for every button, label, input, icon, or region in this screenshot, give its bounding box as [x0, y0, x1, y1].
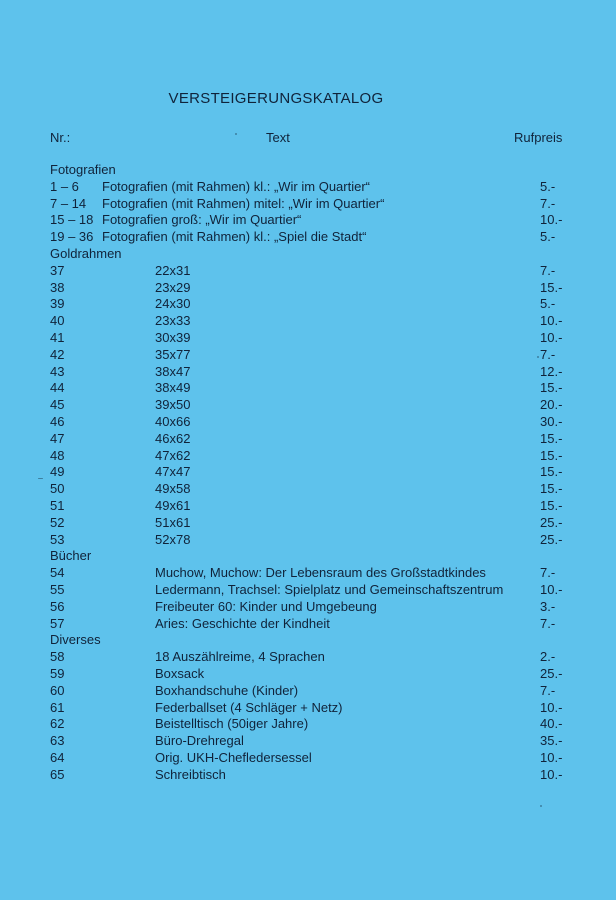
lot-description: Beistelltisch (50iger Jahre): [155, 716, 309, 732]
lot-price: 10.-: [540, 329, 563, 345]
lot-description: 38x49: [155, 380, 191, 396]
section-heading: [0, 162, 616, 179]
lot-number: 42: [50, 346, 65, 362]
lot-number: 57: [50, 615, 65, 631]
lot-number: 62: [50, 716, 65, 732]
lot-number: 55: [50, 581, 65, 597]
catalog-row: [0, 448, 616, 465]
lot-price: 10.-: [540, 699, 563, 715]
catalog-row: [0, 380, 616, 397]
lot-number: 47: [50, 430, 65, 446]
section-heading: [0, 246, 616, 263]
lot-price: 10.-: [540, 212, 563, 228]
paper-speck: [235, 133, 237, 135]
catalog-row: [0, 498, 616, 515]
lot-description: Federballset (4 Schläger + Netz): [155, 699, 343, 715]
lot-description: Ledermann, Trachsel: Spielplatz und Gemeinschaftszentrum: [155, 581, 504, 597]
lot-description: Boxsack: [155, 665, 205, 681]
lot-price: 40.-: [540, 716, 563, 732]
column-header-text: Text: [266, 130, 290, 145]
lot-description: Muchow, Muchow: Der Lebensraum des Großstadtkindes: [155, 565, 486, 581]
catalog-row: [0, 212, 616, 229]
catalog-row: [0, 431, 616, 448]
catalog-row: [0, 582, 616, 599]
column-header-nr: Nr.:: [50, 130, 71, 145]
catalog-row: [0, 733, 616, 750]
lot-number: 49: [50, 464, 65, 480]
catalog-list: [0, 162, 616, 783]
lot-number: 44: [50, 380, 65, 396]
section-heading: [0, 632, 616, 649]
catalog-row: [0, 515, 616, 532]
lot-number: 53: [50, 531, 65, 547]
lot-price: 25.-: [540, 514, 563, 530]
lot-description: 39x50: [155, 397, 191, 413]
catalog-row: [0, 532, 616, 549]
lot-description: Freibeuter 60: Kinder und Umgebeung: [155, 598, 377, 614]
section-heading: [0, 548, 616, 565]
lot-description: Fotografien (mit Rahmen) mitel: „Wir im Quartier“: [102, 195, 385, 211]
lot-description: Fotografien (mit Rahmen) kl.: „Wir im Quartier“: [102, 178, 370, 194]
lot-price: 10.-: [540, 766, 563, 782]
lot-price: 35.-: [540, 733, 563, 749]
paper-speck: [38, 478, 43, 479]
lot-description: 46x62: [155, 430, 191, 446]
paper-speck: [540, 805, 542, 807]
paper-speck: [537, 356, 539, 358]
lot-price: 15.-: [540, 447, 563, 463]
lot-price: 15.-: [540, 464, 563, 480]
section-title: Bücher: [50, 548, 92, 564]
lot-description: 47x62: [155, 447, 191, 463]
catalog-row: [0, 330, 616, 347]
lot-number: 38: [50, 279, 65, 295]
lot-number: 64: [50, 749, 65, 765]
lot-price: 7.-: [540, 615, 556, 631]
lot-description: Aries: Geschichte der Kindheit: [155, 615, 330, 631]
lot-number: 46: [50, 413, 65, 429]
catalog-row: [0, 683, 616, 700]
lot-price: 7.-: [540, 565, 556, 581]
lot-number: 56: [50, 598, 65, 614]
lot-description: 23x29: [155, 279, 191, 295]
lot-number: 50: [50, 481, 65, 497]
lot-price: 10.-: [540, 581, 563, 597]
catalog-row: [0, 716, 616, 733]
lot-price: 30.-: [540, 413, 563, 429]
catalog-row: [0, 700, 616, 717]
lot-description: 47x47: [155, 464, 191, 480]
lot-number: 63: [50, 733, 65, 749]
lot-price: 7.-: [540, 682, 556, 698]
lot-price: 15.-: [540, 279, 563, 295]
lot-description: 30x39: [155, 329, 191, 345]
lot-description: 49x58: [155, 481, 191, 497]
catalog-row: [0, 464, 616, 481]
lot-description: 38x47: [155, 363, 191, 379]
catalog-row: [0, 347, 616, 364]
lot-price: 20.-: [540, 397, 563, 413]
column-header-price: Rufpreis: [514, 130, 563, 145]
lot-number: 58: [50, 649, 65, 665]
catalog-row: [0, 263, 616, 280]
catalog-row: [0, 397, 616, 414]
lot-price: 25.-: [540, 665, 563, 681]
catalog-row: [0, 666, 616, 683]
lot-price: 7.-: [540, 346, 556, 362]
lot-description: 49x61: [155, 497, 191, 513]
lot-description: Büro-Drehregal: [155, 733, 244, 749]
lot-number: 40: [50, 313, 65, 329]
catalog-row: [0, 296, 616, 313]
lot-description: Fotografien groß: „Wir im Quartier“: [102, 212, 302, 228]
lot-number: 48: [50, 447, 65, 463]
catalog-row: [0, 414, 616, 431]
lot-number: 52: [50, 514, 65, 530]
lot-description: 18 Auszählreime, 4 Sprachen: [155, 649, 325, 665]
lot-price: 10.-: [540, 313, 563, 329]
lot-price: 7.-: [540, 262, 556, 278]
catalog-row: [0, 616, 616, 633]
lot-number: 19 – 36: [50, 229, 94, 245]
lot-number: 41: [50, 329, 65, 345]
lot-number: 61: [50, 699, 65, 715]
lot-description: Orig. UKH-Chefledersessel: [155, 749, 312, 765]
lot-number: 1 – 6: [50, 178, 79, 194]
lot-number: 51: [50, 497, 65, 513]
catalog-row: [0, 280, 616, 297]
catalog-row: [0, 364, 616, 381]
lot-price: 5.-: [540, 178, 556, 194]
section-title: Diverses: [50, 632, 101, 648]
lot-price: 25.-: [540, 531, 563, 547]
lot-number: 7 – 14: [50, 195, 87, 211]
catalog-row: [0, 313, 616, 330]
lot-price: 7.-: [540, 195, 556, 211]
lot-description: 40x66: [155, 413, 191, 429]
lot-number: 15 – 18: [50, 212, 94, 228]
lot-price: 15.-: [540, 497, 563, 513]
lot-price: 12.-: [540, 363, 563, 379]
lot-number: 45: [50, 397, 65, 413]
catalog-row: [0, 649, 616, 666]
section-title: Fotografien: [50, 162, 116, 177]
lot-number: 43: [50, 363, 65, 379]
lot-price: 10.-: [540, 749, 563, 765]
lot-number: 54: [50, 565, 65, 581]
lot-price: 5.-: [540, 229, 556, 245]
lot-price: 3.-: [540, 598, 556, 614]
lot-price: 15.-: [540, 430, 563, 446]
catalog-row: [0, 196, 616, 213]
catalog-row: [0, 565, 616, 582]
lot-description: Boxhandschuhe (Kinder): [155, 682, 299, 698]
lot-price: 15.-: [540, 380, 563, 396]
catalog-row: [0, 481, 616, 498]
lot-number: 60: [50, 682, 65, 698]
lot-price: 2.-: [540, 649, 556, 665]
page-title: VERSTEIGERUNGSKATALOG: [168, 90, 384, 107]
lot-description: 22x31: [155, 262, 191, 278]
lot-description: 23x33: [155, 313, 191, 329]
lot-number: 59: [50, 665, 65, 681]
catalog-row: [0, 767, 616, 784]
catalog-row: [0, 179, 616, 196]
section-title: Goldrahmen: [50, 245, 122, 261]
lot-description: Fotografien (mit Rahmen) kl.: „Spiel die Stadt“: [102, 229, 367, 245]
lot-description: 52x78: [155, 531, 191, 547]
lot-description: Schreibtisch: [155, 766, 226, 782]
lot-description: 24x30: [155, 296, 191, 312]
catalog-row: [0, 750, 616, 767]
lot-description: 35x77: [155, 346, 191, 362]
catalog-row: [0, 599, 616, 616]
lot-price: 15.-: [540, 481, 563, 497]
catalog-row: [0, 229, 616, 246]
lot-price: 5.-: [540, 296, 556, 312]
lot-number: 39: [50, 296, 65, 312]
lot-number: 65: [50, 766, 65, 782]
lot-description: 51x61: [155, 514, 191, 530]
lot-number: 37: [50, 262, 65, 278]
